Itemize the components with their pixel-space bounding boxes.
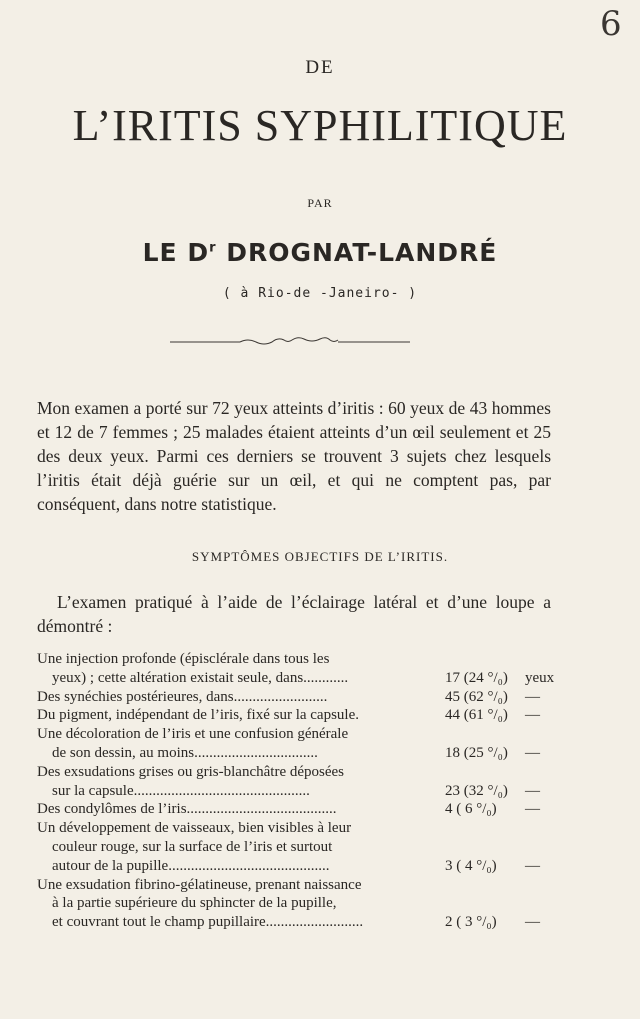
title-preposition: DE [305, 57, 335, 78]
finding-tail: — [525, 782, 540, 799]
finding-value: 45 (62 °/₀) [445, 688, 508, 705]
finding-tail: — [525, 744, 540, 761]
byline-par: PAR [307, 196, 333, 210]
finding-value: 44 (61 °/₀) [445, 707, 508, 724]
ornament-divider [170, 336, 410, 348]
finding-value: 2 ( 3 °/₀) [445, 914, 497, 931]
finding-line: Des synéchies postérieures, dans......................... [37, 688, 328, 705]
finding-value: 17 (24 °/₀) [445, 669, 508, 686]
finding-line: Des exsudations grises ou gris-blanchâtre déposées [37, 763, 345, 780]
finding-line: couleur rouge, sur la surface de l’iris et surtout [52, 838, 333, 855]
author-prefix-sup: r [209, 240, 217, 256]
finding-line: Une décoloration de l’iris et une confusion générale [37, 726, 349, 743]
finding-tail: — [525, 801, 540, 818]
finding-value: 23 (32 °/₀) [445, 782, 508, 799]
author-prefix: LE D [142, 238, 210, 267]
finding-tail: yeux [525, 669, 555, 686]
finding-tail: — [525, 857, 540, 874]
intro-paragraph: Mon examen a porté sur 72 yeux atteints d’iritis : 60 yeux de 43 hommes et 12 de 7 femmes ; 25 malades étaient atteints d’un œil seulement et 25 des deux yeux. Parmi ces derniers se trouvent 3 sujets chez lesquels l’iritis était déjà guérie sur un œil, et qui ne comptent pas, par conséquent, dans notre statistique. [37, 398, 551, 514]
finding-value: 3 ( 4 °/₀) [445, 857, 497, 874]
author-location: ( à Rio-de -Janeiro- ) [222, 286, 418, 301]
finding-line: yeux) ; cette altération existait seule, dans............ [52, 669, 349, 686]
finding-line: Une exsudation fibrino-gélatineuse, prenant naissance [37, 876, 362, 893]
finding-line: Une injection profonde (épisclérale dans tous les [37, 651, 330, 667]
author-name: DROGNAT-LANDRÉ [226, 238, 498, 267]
finding-line: Du pigment, indépendant de l’iris, fixé sur la capsule. [37, 707, 359, 724]
finding-line: à la partie supérieure du sphincter de la pupille, [52, 895, 337, 912]
finding-line: et couvrant tout le champ pupillaire.......................... [52, 914, 364, 931]
author-line [0, 238, 640, 267]
finding-value: 4 ( 6 °/₀) [445, 801, 497, 818]
finding-line: Des condylômes de l’iris........................................ [37, 801, 337, 818]
finding-line: autour de la pupille........................................... [52, 857, 330, 874]
finding-tail: — [525, 707, 540, 724]
finding-tail: — [525, 688, 540, 705]
finding-line: Un développement de vaisseaux, bien visibles à leur [37, 820, 352, 837]
section-heading: SYMPTÔMES OBJECTIFS DE L’IRITIS. [191, 549, 449, 564]
finding-line: sur la capsule............................................... [52, 782, 310, 799]
finding-value: 18 (25 °/₀) [445, 744, 508, 761]
exam-paragraph: L’examen pratiqué à l’aide de l’éclairage latéral et d’une loupe a démontré : [37, 592, 551, 636]
finding-line: de son dessin, au moins................................. [52, 744, 318, 761]
finding-tail: — [525, 914, 540, 931]
page-number-mark: 6 [600, 4, 622, 44]
page-title: L’IRITIS SYPHILITIQUE [72, 101, 568, 150]
